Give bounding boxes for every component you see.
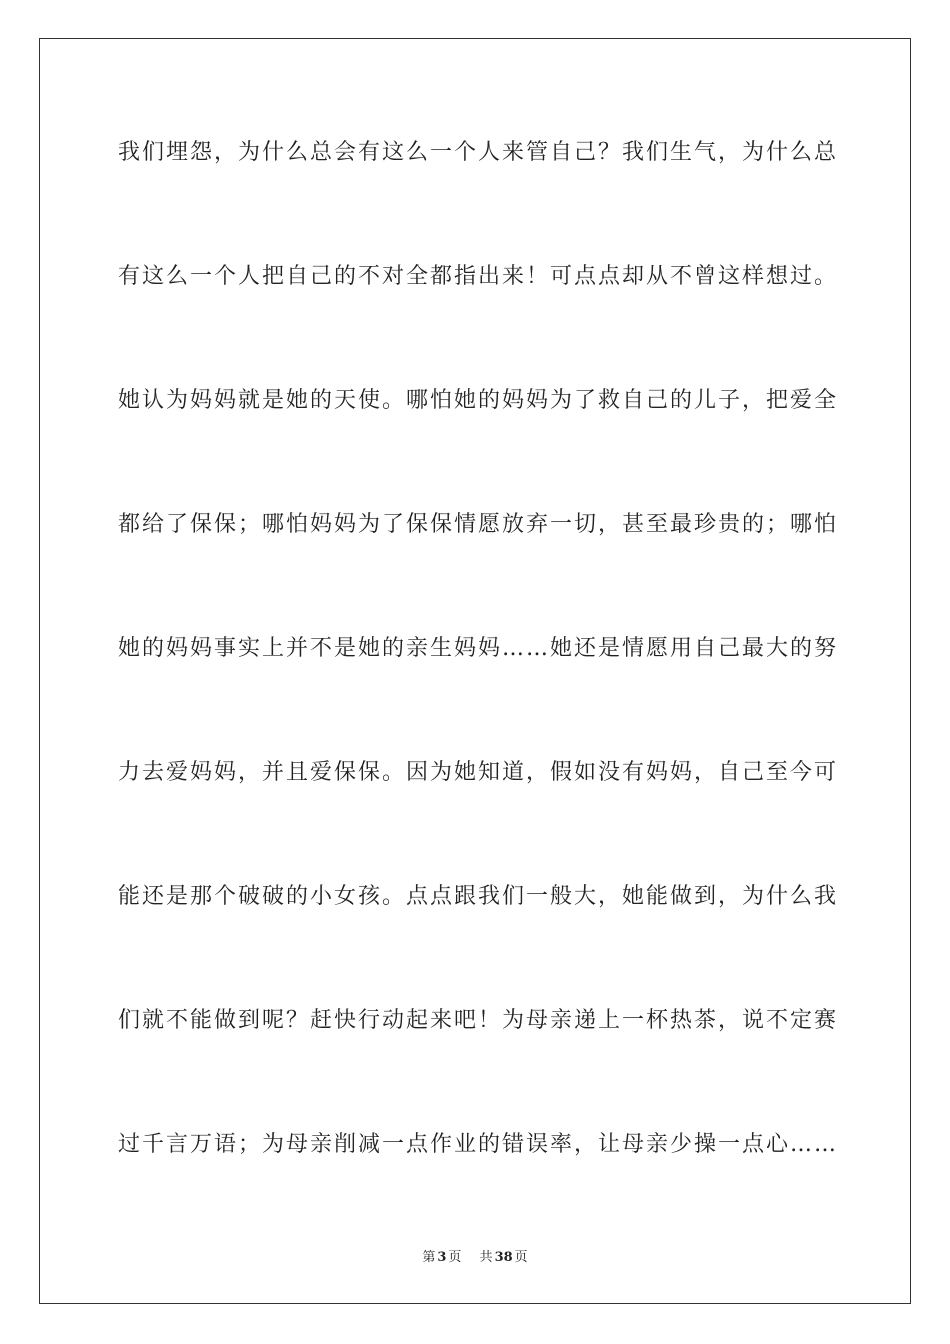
- text-line: 都给了保保；哪怕妈妈为了保保情愿放弃一切，甚至最珍贵的；哪怕: [118, 512, 839, 537]
- current-page: [422, 1246, 461, 1265]
- body-text: [118, 129, 839, 1245]
- page-footer: [0, 1246, 950, 1265]
- total-prefix: 共: [479, 1250, 493, 1265]
- text-line: 过千言万语；为母亲削减一点作业的错误率，让母亲少操一点心……: [118, 1132, 839, 1157]
- text-line: 有这么一个人把自己的不对全都指出来！可点点却从不曾这样想过。: [118, 264, 839, 289]
- page-suffix: 页: [448, 1250, 462, 1265]
- text-line: 力去爱妈妈，并且爱保保。因为她知道，假如没有妈妈，自己至今可: [118, 760, 839, 785]
- total-pages: [480, 1246, 528, 1265]
- page-number: 3: [437, 1250, 447, 1265]
- text-line: 能还是那个破破的小女孩。点点跟我们一般大，她能做到，为什么我: [118, 884, 839, 909]
- total-suffix: 页: [514, 1250, 528, 1265]
- page-prefix: 第: [422, 1250, 436, 1265]
- text-line: 我们埋怨，为什么总会有这么一个人来管自己？我们生气，为什么总: [118, 140, 839, 165]
- text-line: 她的妈妈事实上并不是她的亲生妈妈……她还是情愿用自己最大的努: [118, 636, 839, 661]
- text-line: 她认为妈妈就是她的天使。哪怕她的妈妈为了救自己的儿子，把爱全: [118, 388, 839, 413]
- total-pages-number: 38: [494, 1250, 513, 1265]
- text-line: 们就不能做到呢？赶快行动起来吧！为母亲递上一杯热茶，说不定赛: [118, 1008, 839, 1033]
